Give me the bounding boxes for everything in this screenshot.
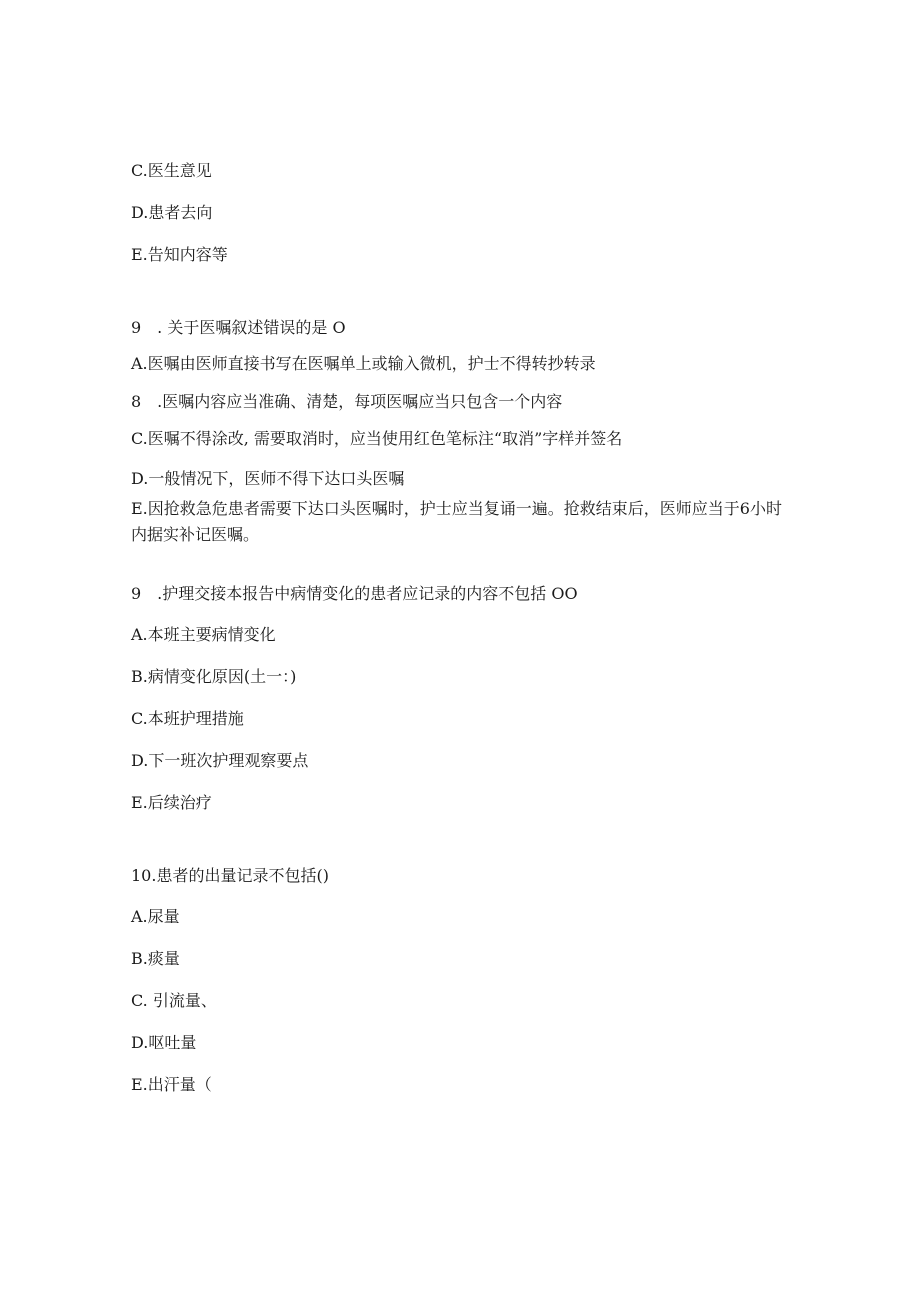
- option-d-observation-points: D.下一班次护理观察要点: [131, 751, 309, 770]
- option-b-sputum: B.痰量: [131, 949, 180, 968]
- option-e-sweat: E.出汗量（: [131, 1075, 212, 1094]
- option-e-follow-up-treatment: E.后续治疗: [131, 793, 212, 812]
- question-9-medical-orders: 9 . 关于医嘱叙述错误的是 O: [131, 318, 346, 337]
- option-b-orders-content: 8 .医嘱内容应当准确、清楚，每项医嘱应当只包含一个内容: [131, 392, 563, 411]
- option-c-no-alteration: C.医嘱不得涂改, 需要取消时，应当使用红色笔标注“取消”字样并签名: [131, 429, 623, 448]
- option-d-verbal-orders: D.一般情况下，医师不得下达口头医嘱: [131, 469, 405, 488]
- question-9-shift-report: 9 .护理交接本报告中病情变化的患者应记录的内容不包括 OO: [131, 584, 578, 603]
- option-e-notification-content: E.告知内容等: [131, 245, 228, 264]
- option-c-drainage: C. 引流量、: [131, 991, 217, 1010]
- option-d-vomit: D.呕吐量: [131, 1033, 197, 1052]
- option-a-urine: A.尿量: [131, 907, 180, 926]
- option-b-change-cause: B.病情变化原因(土一：): [131, 667, 297, 686]
- option-c-nursing-measures: C.本班护理措施: [131, 709, 244, 728]
- option-d-patient-destination: D.患者去向: [131, 203, 213, 222]
- option-e-emergency-orders: E.因抢救急危患者需要下达口头医嘱时，护士应当复诵一遍。抢救结束后，医师应当于6小时内据实补记医嘱。: [131, 499, 782, 544]
- option-a-orders-written: A.医嘱由医师直接书写在医嘱单上或输入微机，护士不得转抄转录: [131, 354, 596, 373]
- option-a-condition-change: A.本班主要病情变化: [131, 625, 276, 644]
- option-c-doctor-opinion: C.医生意见: [131, 161, 212, 180]
- question-10-output-record: 10.患者的出量记录不包括(): [131, 866, 329, 885]
